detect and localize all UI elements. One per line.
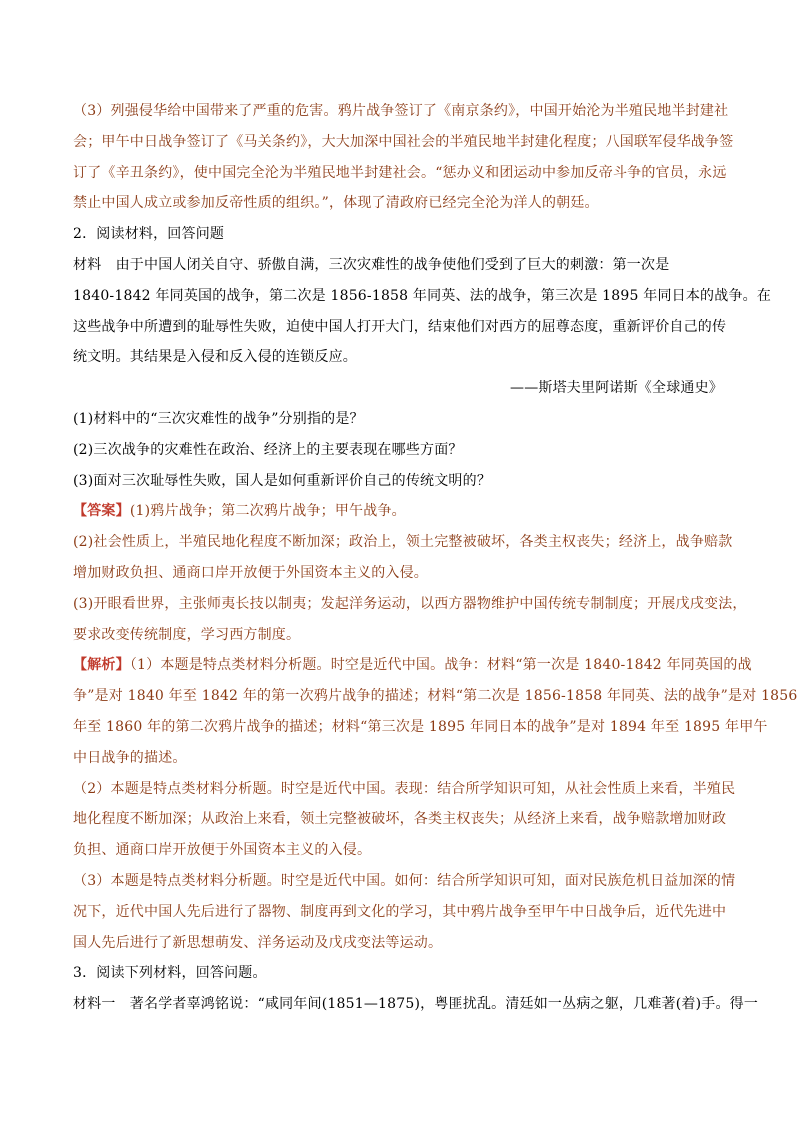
text-line — [73, 435, 723, 466]
section-label: 【解析】 — [73, 657, 130, 674]
text-span: （2）本题是特点类材料分析题。时空是近代中国。表现：结合所学知识可知，从社会性质上来看，半殖民 — [73, 780, 736, 797]
text-line — [73, 158, 727, 189]
text-span: 1840-1842 年同英国的战争，第二次是 1856-1858 年同英、法的战争，第三次是 1895 年同日本的战争。在 — [73, 287, 772, 304]
text-span: 增加财政负担、通商口岸开放便于外国资本主义的入侵。 — [73, 564, 428, 581]
text-span: （3）列强侵华给中国带来了严重的危害。鸦片战争签订了《南京条约》，中国开始沦为半殖民地半封建社 — [73, 103, 729, 119]
section-label: 【答案】 — [73, 503, 130, 520]
text-span: 年至 1860 年的第二次鸦片战争的描述；材料“第三次是 1895 年同日本的战争”是对 1894 年至 1895 年甲午 — [73, 718, 768, 735]
text-span: 订了《辛丑条约》，使中国完全沦为半殖民地半封建社会。“惩办义和团运动中参加反帝斗争的官员，永远 — [73, 164, 727, 181]
text-line — [73, 712, 768, 743]
text-span: (2)三次战争的灾难性在政治、经济上的主要表现在哪些方面？ — [73, 441, 463, 458]
text-line — [73, 527, 733, 558]
text-line — [73, 373, 723, 404]
text-line — [73, 219, 723, 250]
text-span: （3）本题是特点类材料分析题。时空是近代中国。如何：结合所学知识可知，面对民族危机日益加深的情 — [73, 872, 736, 889]
text-line — [73, 774, 736, 805]
text-span: 国人先后进行了新思想萌发、洋务运动及戊戌变法等运动。 — [73, 934, 443, 951]
text-line — [73, 650, 752, 681]
text-span: ——斯塔夫里阿诺斯《全球通史》 — [510, 380, 723, 397]
text-line — [73, 589, 747, 620]
text-span: 地化程度不断加深；从政治上来看，领土完整被破坏，各类主权丧失；从经济上来看，战争赔款增加财政 — [73, 811, 727, 828]
text-line — [73, 928, 723, 959]
text-span: 会；甲午中日战争签订了《马关条约》，大大加深中国社会的半殖民地半封建化程度；八国联军侵华战争签 — [73, 133, 734, 150]
text-span: (1)鸦片战争；第二次鸦片战争；甲午战争。 — [129, 503, 406, 520]
text-line — [73, 866, 736, 897]
text-span: (2)社会性质上，半殖民地化程度不断加深；政治上，领土完整被破坏，各类主权丧失；经济上，战争赔款 — [73, 534, 733, 551]
text-span: 中日战争的描述。 — [73, 749, 187, 766]
text-span: (1)材料中的“三次灾难性的战争”分别指的是？ — [73, 410, 364, 427]
text-span: 2．阅读材料，回答问题 — [73, 226, 225, 243]
text-span: 要求改变传统制度，学习西方制度。 — [73, 626, 301, 643]
text-line — [73, 958, 723, 989]
text-line — [73, 897, 727, 928]
text-span: 况下，近代中国人先后进行了器物、制度再到文化的学习，其中鸦片战争至甲午中日战争后，近代先进中 — [73, 903, 727, 920]
text-span: 这些战争中所遭到的耻辱性失败，迫使中国人打开大门，结束他们对西方的屈尊态度，重新评价自己的传 — [73, 318, 727, 335]
text-span: (3)开眼看世界，主张师夷长技以制夷；发起洋务运动，以西方器物维护中国传统专制制度；开展戊戌变法， — [73, 595, 747, 612]
text-line — [73, 989, 759, 1020]
text-span: (3)面对三次耻辱性失败，国人是如何重新评价自己的传统文明的？ — [73, 472, 492, 489]
document-page — [73, 96, 798, 1020]
text-line — [73, 342, 723, 373]
text-span: （1）本题是特点类材料分析题。时空是近代中国。战争：材料“第一次是 1840-1842 年同英国的战 — [129, 657, 752, 674]
text-line — [73, 496, 723, 527]
text-line — [73, 96, 729, 127]
text-line — [73, 681, 798, 712]
text-line — [73, 312, 727, 343]
text-span: 材料 由于中国人闭关自守、骄傲自满，三次灾难性的战争使他们受到了巨大的刺激：第一次是 — [73, 256, 670, 273]
text-span: 负担、通商口岸开放便于外国资本主义的入侵。 — [73, 842, 372, 859]
text-line — [73, 127, 734, 158]
text-line — [73, 404, 723, 435]
text-line — [73, 250, 723, 281]
text-line — [73, 558, 723, 589]
text-line — [73, 743, 723, 774]
text-span: 3．阅读下列材料，回答问题。 — [73, 965, 267, 982]
text-line — [73, 620, 723, 651]
text-span: 禁止中国人成立或参加反帝性质的组织。”，体现了清政府已经完全沦为洋人的朝廷。 — [73, 195, 599, 212]
text-line — [73, 804, 727, 835]
text-span: 统文明。其结果是入侵和反入侵的连锁反应。 — [73, 349, 357, 366]
text-span: 材料一 著名学者辜鸿铭说：“咸同年间(1851—1875)，粤匪扰乱。清廷如一丛病之躯，几难著(着)手。得一 — [73, 996, 759, 1013]
text-line — [73, 835, 723, 866]
text-span: 争”是对 1840 年至 1842 年的第一次鸦片战争的描述；材料“第二次是 1856-1858 年同英、法的战争”是对 1856 — [73, 688, 798, 705]
text-line — [73, 466, 723, 497]
text-line — [73, 281, 772, 312]
text-line — [73, 188, 723, 219]
